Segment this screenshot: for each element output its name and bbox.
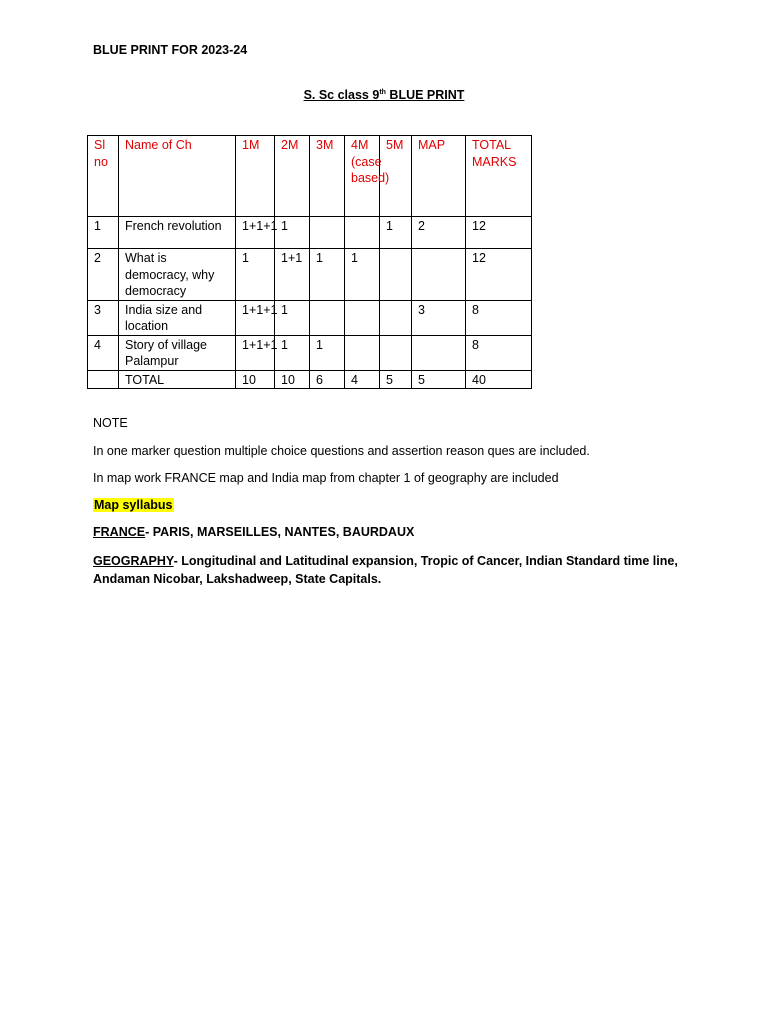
table-cell: 1 xyxy=(275,300,310,335)
table-cell xyxy=(412,335,466,370)
table-cell: 2 xyxy=(88,249,119,301)
table-row xyxy=(88,217,532,249)
header-cell: 5M xyxy=(380,136,412,217)
table-cell: 1+1+1 xyxy=(236,300,275,335)
header-cell: 3M xyxy=(310,136,345,217)
table-cell xyxy=(380,300,412,335)
header-cell: Name of Ch xyxy=(119,136,236,217)
table-cell: 1 xyxy=(345,249,380,301)
table-cell: 1+1+1 xyxy=(236,335,275,370)
table-cell xyxy=(345,335,380,370)
header-cell: MAP xyxy=(412,136,466,217)
table-cell: 5 xyxy=(380,370,412,389)
table-cell xyxy=(380,249,412,301)
document-subtitle xyxy=(0,88,768,102)
geography-label: GEOGRAPHY xyxy=(93,554,174,568)
blueprint-table xyxy=(87,135,532,389)
note-label: NOTE xyxy=(93,416,128,430)
table-cell xyxy=(380,335,412,370)
header-cell: 1M xyxy=(236,136,275,217)
table-cell: French revolution xyxy=(119,217,236,249)
header-cell: 2M xyxy=(275,136,310,217)
subtitle-superscript: th xyxy=(379,89,386,96)
header-cell: Sl no xyxy=(88,136,119,217)
france-label: FRANCE xyxy=(93,525,146,539)
table-cell: 1 xyxy=(275,335,310,370)
note-line-2: In map work FRANCE map and India map from chapter 1 of geography are included xyxy=(93,471,559,485)
document-heading: BLUE PRINT FOR 2023-24 xyxy=(93,43,248,57)
geography-map-line xyxy=(93,553,683,588)
table-cell: 6 xyxy=(310,370,345,389)
table-total-row xyxy=(88,370,532,389)
table-cell: 1+1 xyxy=(275,249,310,301)
table-cell xyxy=(345,300,380,335)
table-cell: 12 xyxy=(466,217,532,249)
table-row xyxy=(88,335,532,370)
table-cell: 1 xyxy=(380,217,412,249)
table-cell: 1 xyxy=(310,335,345,370)
table-cell xyxy=(310,300,345,335)
table-cell: India size and location xyxy=(119,300,236,335)
table-row xyxy=(88,300,532,335)
subtitle-suffix: BLUE PRINT xyxy=(385,88,465,102)
table-cell: 40 xyxy=(466,370,532,389)
table-cell: 1 xyxy=(88,217,119,249)
table-cell: 1 xyxy=(310,249,345,301)
table-cell: 1+1+1 xyxy=(236,217,275,249)
table-cell: 4 xyxy=(345,370,380,389)
table-cell: 1 xyxy=(275,217,310,249)
table-cell: Story of village Palampur xyxy=(119,335,236,370)
table-row xyxy=(88,249,532,301)
france-places: - PARIS, MARSEILLES, NANTES, BAURDAUX xyxy=(145,525,415,539)
table-cell: 8 xyxy=(466,300,532,335)
table-cell: TOTAL xyxy=(119,370,236,389)
note-line-1: In one marker question multiple choice questions and assertion reason ques are included. xyxy=(93,444,590,458)
table-cell: 4 xyxy=(88,335,119,370)
geography-places: - Longitudinal and Latitudinal expansion, Tropic of Cancer, Indian Standard time line, Andaman Nicobar, Lakshadweep, State Capitals. xyxy=(93,554,678,586)
table-cell xyxy=(345,217,380,249)
france-map-line xyxy=(93,525,414,539)
table-cell: What is democracy, why democracy xyxy=(119,249,236,301)
table-cell: 3 xyxy=(88,300,119,335)
header-cell: TOTAL MARKS xyxy=(466,136,532,217)
table-cell: 10 xyxy=(275,370,310,389)
subtitle-text: S. Sc class 9 xyxy=(303,88,380,102)
table-header-row xyxy=(88,136,532,217)
map-syllabus-label: Map syllabus xyxy=(94,498,173,512)
table-cell: 3 xyxy=(412,300,466,335)
table-cell: 5 xyxy=(412,370,466,389)
table-cell: 2 xyxy=(412,217,466,249)
table-cell xyxy=(88,370,119,389)
table-cell: 1 xyxy=(236,249,275,301)
table-cell: 12 xyxy=(466,249,532,301)
header-cell: 4M (case based) xyxy=(345,136,380,217)
table-cell xyxy=(412,249,466,301)
table-cell: 10 xyxy=(236,370,275,389)
table-cell xyxy=(310,217,345,249)
table-cell: 8 xyxy=(466,335,532,370)
